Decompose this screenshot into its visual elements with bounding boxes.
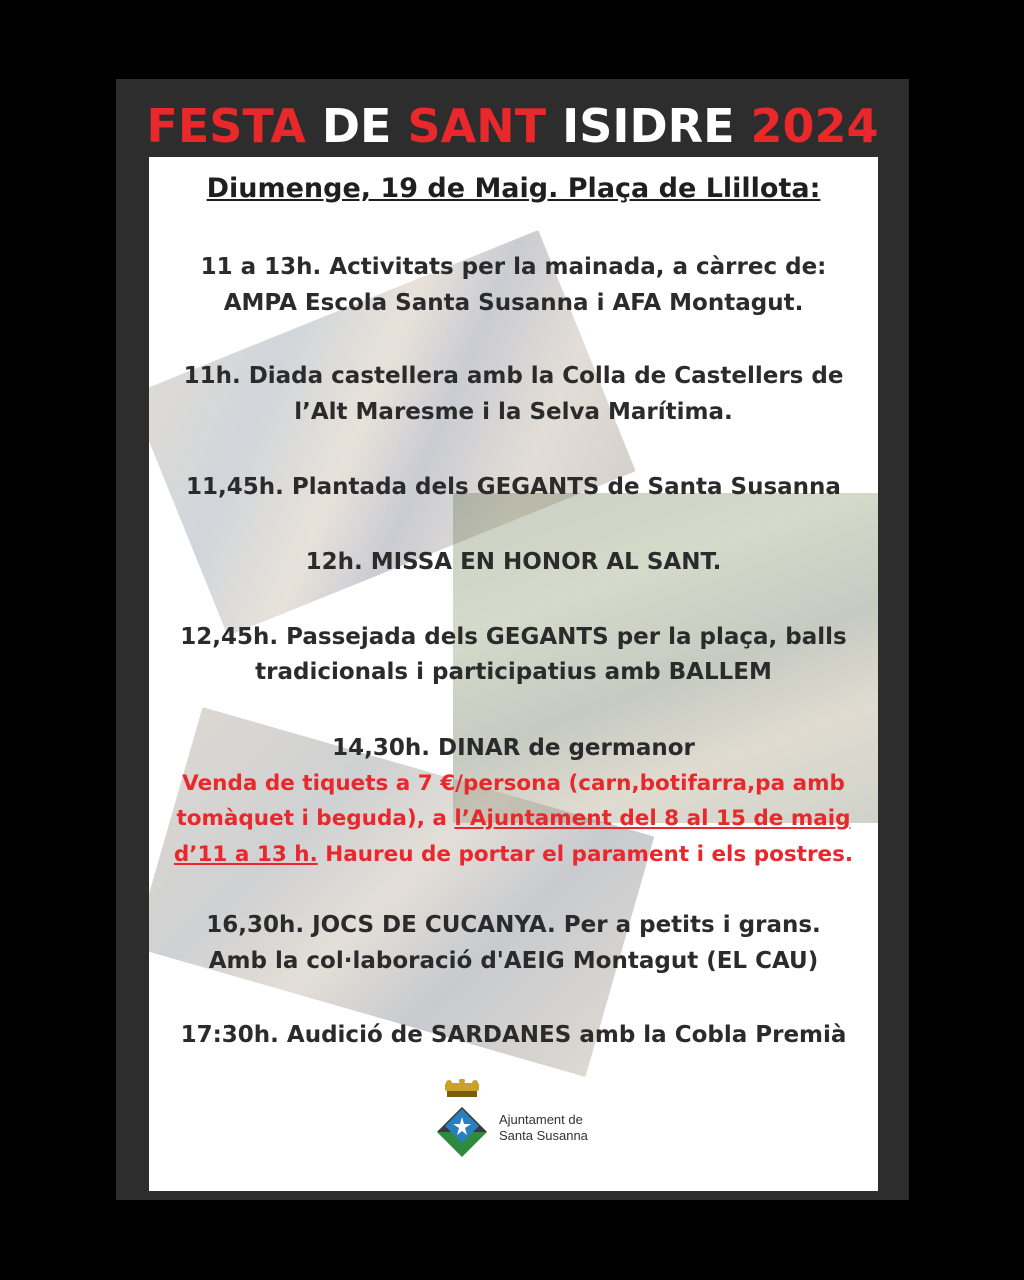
title-word-isidre: ISIDRE (562, 99, 735, 153)
title-word-year: 2024 (750, 99, 879, 153)
event-dinar-tickets-line2 (149, 801, 878, 837)
logo-line1: Ajuntament de (499, 1112, 583, 1127)
poster-title (116, 94, 909, 158)
event-missa: 12h. MISSA EN HONOR AL SANT. (305, 549, 722, 575)
tickets-note: Haureu de portar el parament i els postres. (317, 842, 854, 867)
event-cucanya-line2: Amb la col·laboració d'AEIG Montagut (EL CAU) (208, 948, 819, 974)
event-dinar: 14,30h. DINAR de germanor (332, 735, 695, 761)
poster-paper (149, 157, 878, 1191)
event-gegants-plantada: 11,45h. Plantada dels GEGANTS de Santa Susanna (186, 474, 841, 500)
ajuntament-logo-text (499, 1112, 588, 1144)
event-sardanes: 17:30h. Audició de SARDANES amb la Cobla Premià (180, 1022, 847, 1048)
event-passejada-line2: tradicionals i participatius amb BALLEM (255, 659, 772, 685)
event-activities-line1: 11 a 13h. Activitats per la mainada, a càrrec de: (200, 254, 827, 280)
tickets-text: tomàquet i beguda), a (176, 806, 455, 831)
title-word-festa: FESTA (146, 99, 306, 153)
logo-line2: Santa Susanna (499, 1128, 588, 1143)
event-dinar-tickets-line1: Venda de tiquets a 7 €/persona (carn,botifarra,pa amb (182, 771, 845, 796)
event-castellers-line1: 11h. Diada castellera amb la Colla de Castellers de (183, 363, 844, 389)
event-dinar-tickets-line3 (149, 837, 878, 873)
event-passejada-line1: 12,45h. Passejada dels GEGANTS per la plaça, balls (180, 624, 847, 650)
title-word-sant: SANT (407, 99, 547, 153)
event-activities-line2: AMPA Escola Santa Susanna i AFA Montagut. (223, 290, 804, 316)
event-cucanya-line1: 16,30h. JOCS DE CUCANYA. Per a petits i grans. (206, 912, 821, 938)
tickets-hours: d’11 a 13 h. (173, 842, 318, 867)
tickets-location-dates: l’Ajuntament del 8 al 15 de maig (454, 806, 851, 831)
event-castellers-line2: l’Alt Maresme i la Selva Marítima. (294, 399, 733, 425)
event-date-heading: Diumenge, 19 de Maig. Plaça de Llillota: (206, 173, 821, 204)
title-word-de: DE (321, 99, 392, 153)
